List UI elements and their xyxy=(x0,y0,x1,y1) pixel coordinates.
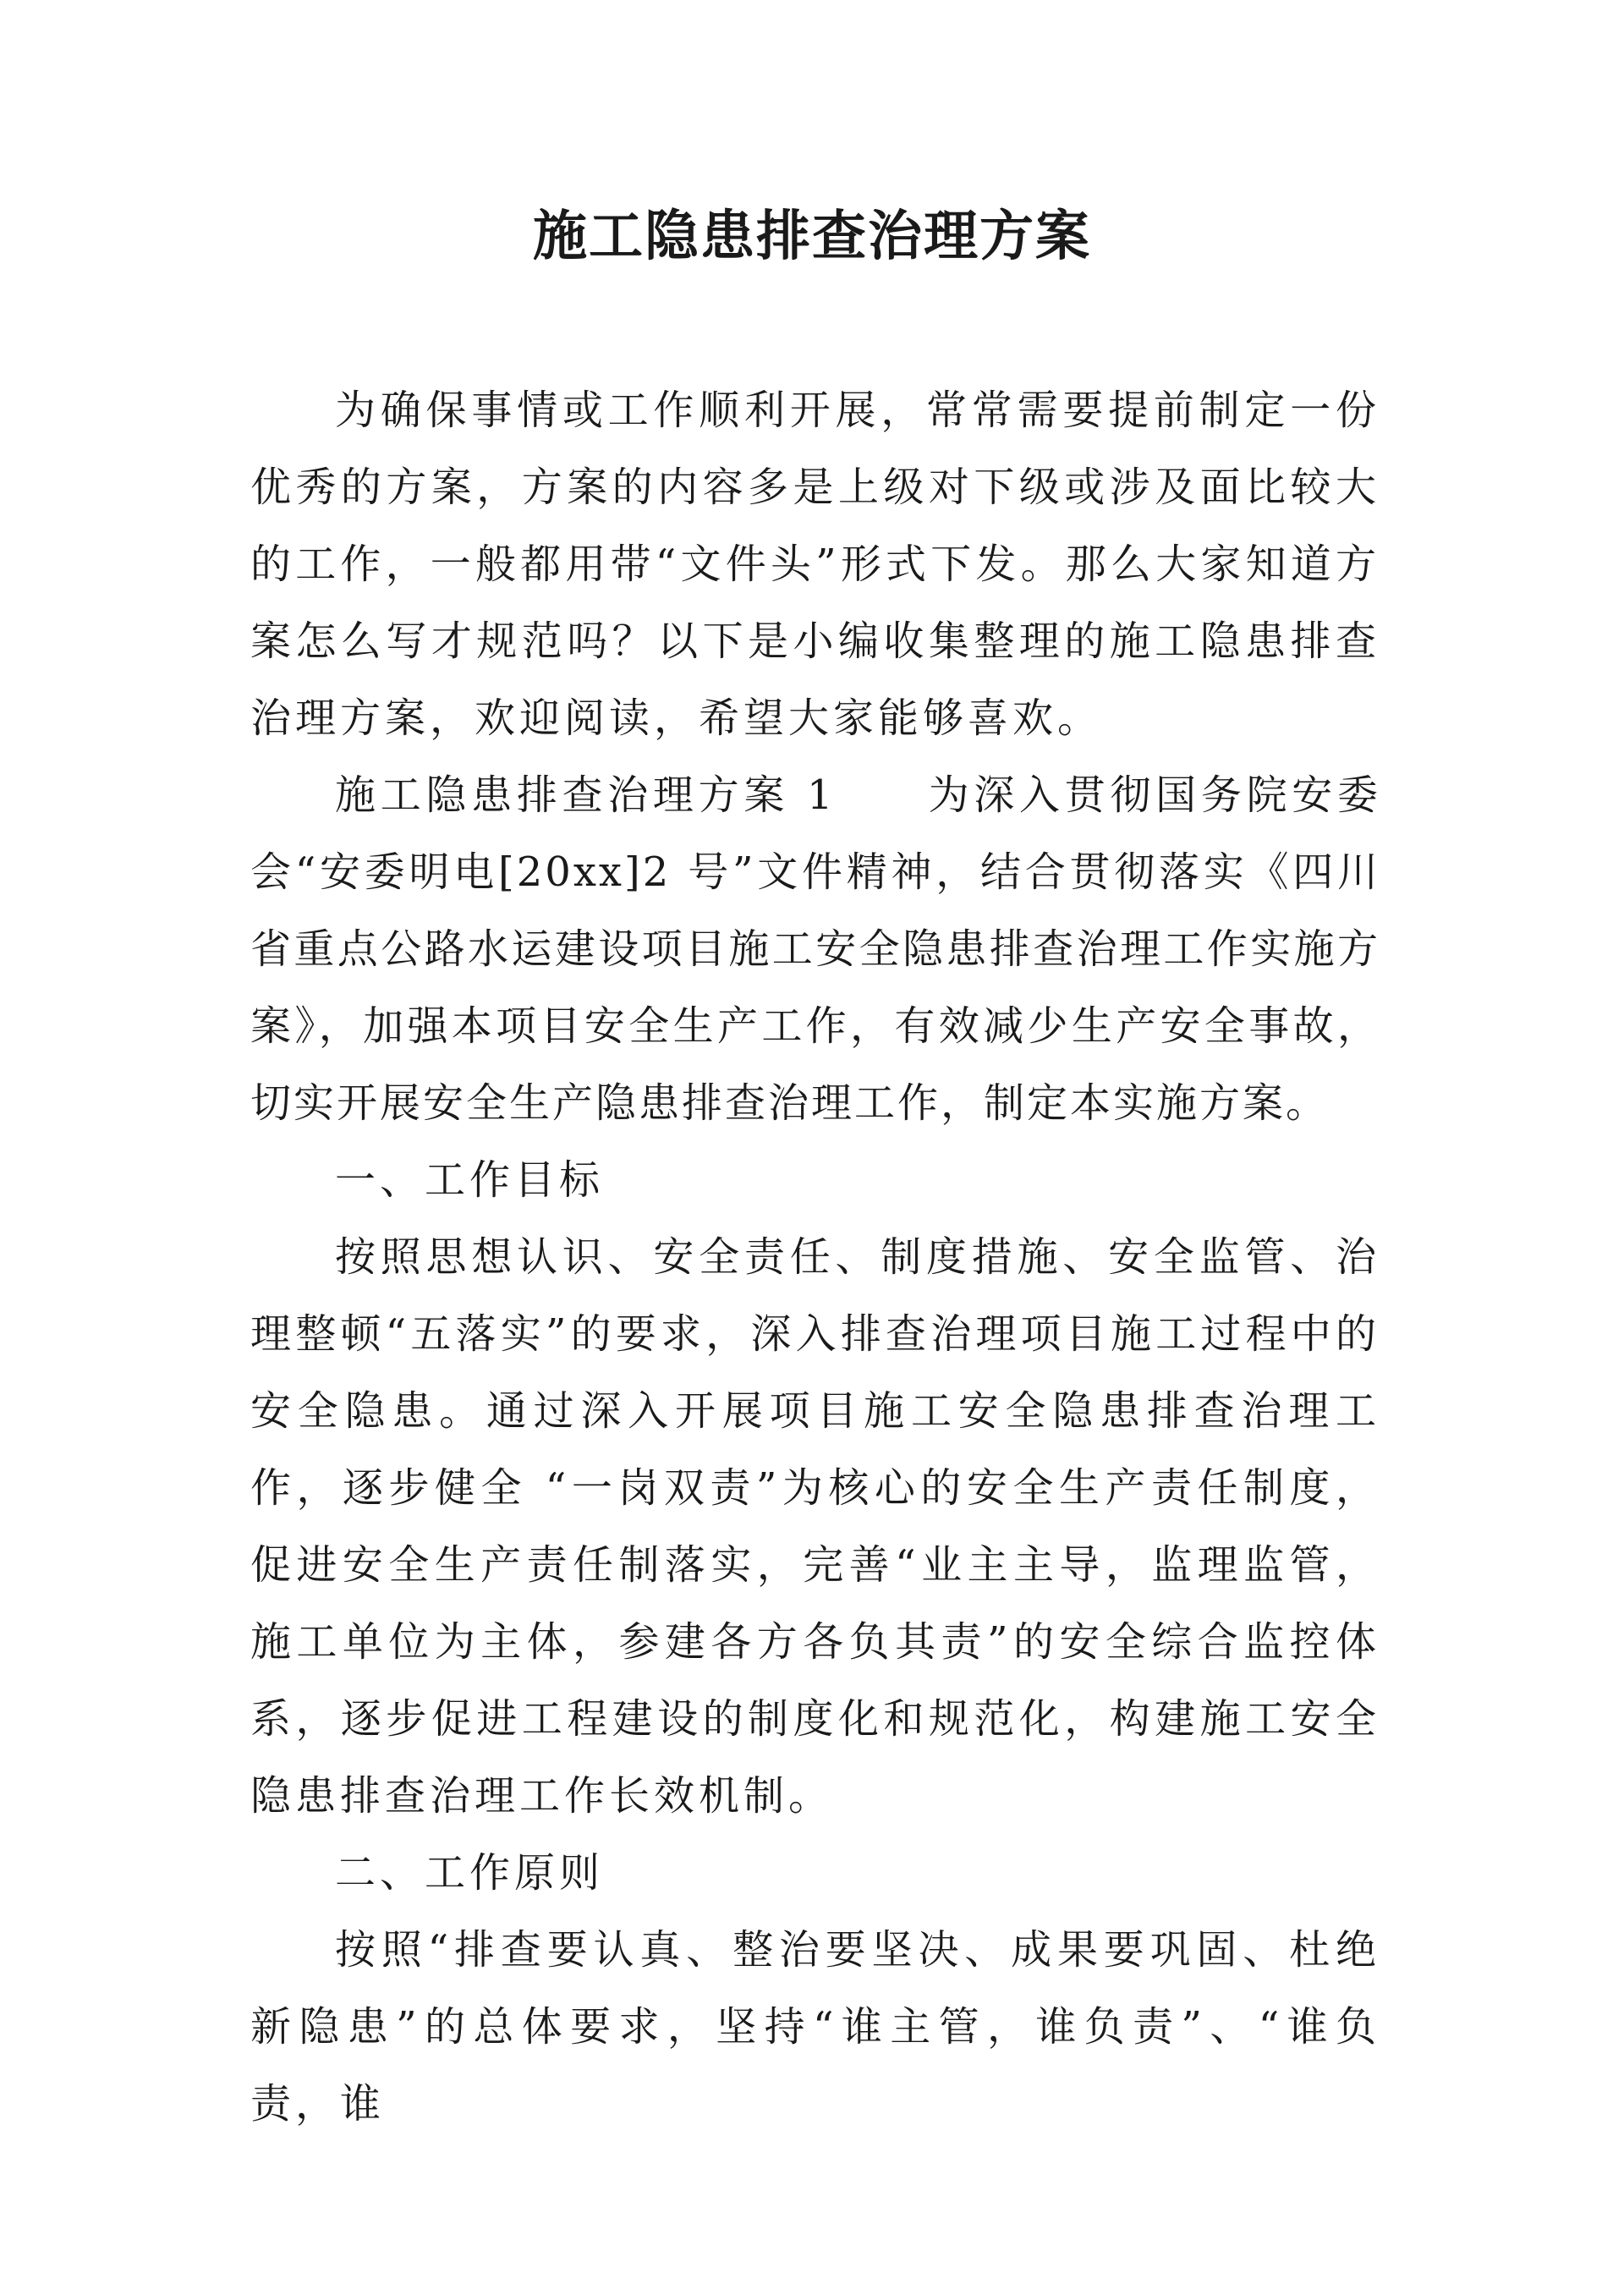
work-goal-paragraph: 按照思想认识、安全责任、制度措施、安全监管、治理整顿“五落实”的要求，深入排查治理项目施工过程中的安全隐患。通过深入开展项目施工安全隐患排查治理工作，逐步健全 “一岗双责”为核心的安全生产责任制度，促进安全生产责任制落实，完善“业主主导，监理监管，施工单位为主体，参建各方各负其责”的安全综合监控体系，逐步促进工程建设的制度化和规范化，构建施工安全隐患排查治理工作长效机制。 xyxy=(250,1233,1380,1820)
section-heading-work-goal: 一、工作目标 xyxy=(335,1156,605,1204)
section-heading-work-principle: 二、工作原则 xyxy=(335,1849,605,1897)
document-body xyxy=(250,372,1380,2143)
intro-paragraph: 为确保事情或工作顺利开展，常常需要提前制定一份优秀的方案，方案的内容多是上级对下级或涉及面比较大的工作，一般都用带“文件头”形式下发。那么大家知道方案怎么写才规范吗？以下是小编收集整理的施工隐患排查治理方案，欢迎阅读，希望大家能够喜欢。 xyxy=(250,387,1380,742)
work-principle-paragraph: 按照“排查要认真、整治要坚决、成果要巩固、杜绝新隐患”的总体要求，坚持“谁主管，谁负责”、“谁负责，谁 xyxy=(250,1926,1380,2128)
plan-1-paragraph: 施工隐患排查治理方案 1 为深入贯彻国务院安委会“安委明电[20xx]2 号”文件精神，结合贯彻落实《四川省重点公路水运建设项目施工安全隐患排查治理工作实施方案》，加强本项目安全生产工作，有效减少生产安全事故，切实开展安全生产隐患排查治理工作，制定本实施方案。 xyxy=(250,771,1380,1127)
document-title: 施工隐患排查治理方案 xyxy=(533,206,1091,268)
